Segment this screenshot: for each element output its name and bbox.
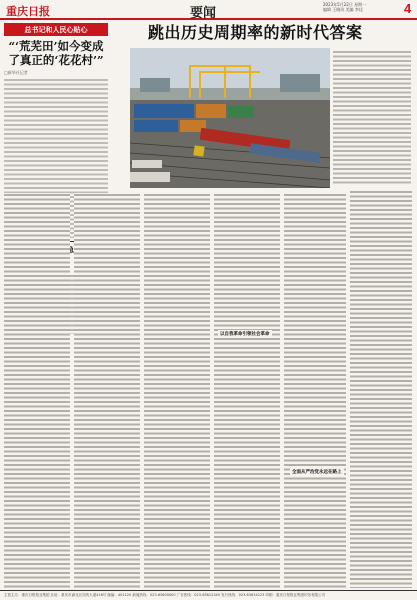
article-subhead-2: 全面从严治党永远在路上 — [292, 470, 342, 475]
photo-caption — [333, 50, 411, 185]
page-footer: 主管主办：重庆日报报业集团 社址：重庆市渝北区同茂大道416号 邮编：401120 新闻热线：023-63600000 广告热线：023-63612345 发行热线：023-63634123 印刷：重庆日报报业集团印务有限公司 — [0, 590, 417, 600]
paper-name: 重庆日报 — [6, 5, 50, 18]
lead-photo — [130, 48, 330, 188]
article-column-5 — [284, 193, 346, 588]
main-headline: 跳出历史周期率的新时代答案 — [148, 23, 363, 42]
article-column-3 — [144, 193, 210, 588]
section-title: 要闻 — [190, 6, 217, 21]
editor-line: 编辑 王晓风 美编 李佳 — [323, 7, 363, 12]
rail-yard-photo-illustration — [130, 48, 330, 188]
article-column-4 — [214, 193, 280, 588]
article-column-2 — [74, 193, 140, 588]
page-number: 4 — [404, 1, 412, 16]
masthead — [0, 0, 417, 20]
article-column-6 — [350, 190, 412, 588]
left-headline: “‘荒芜田’如今变成了真正的‘花花村’” — [8, 39, 104, 67]
date-line: 2023年5月22日 星期一 — [323, 2, 367, 7]
date-block — [323, 2, 366, 12]
left-byline: □新华社记者 — [4, 70, 28, 75]
story-kicker: 总书记和人民心贴心 — [4, 23, 108, 36]
article-subhead-1: 以自我革命引领社会革命 — [220, 332, 270, 337]
article-column-1 — [4, 193, 70, 588]
